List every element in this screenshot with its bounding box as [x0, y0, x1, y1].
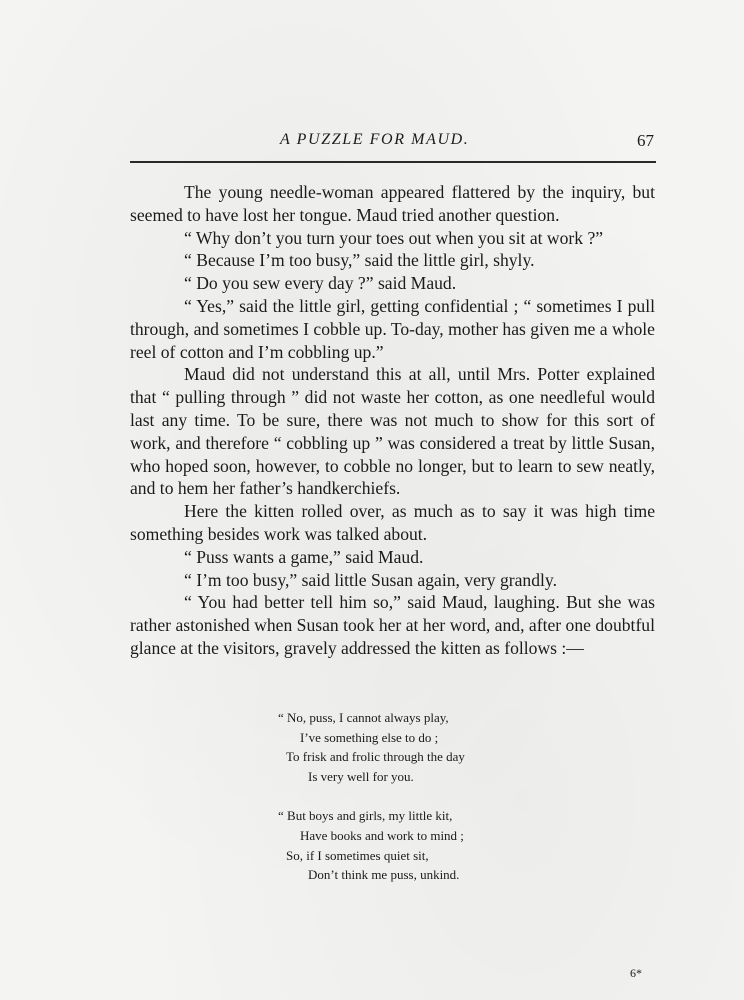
paragraph: Here the kitten rolled over, as much as to say it was high time something besides work was talked about. [130, 501, 655, 544]
poem-line: Don’t think me puss, unkind. [308, 867, 460, 883]
poem-stanza [270, 708, 570, 786]
body-text [130, 181, 655, 660]
signature-mark: 6* [630, 966, 642, 980]
paragraph: “ Why don’t you turn your toes out when you sit at work ?” [184, 227, 604, 248]
paragraph: “ Yes,” said the little girl, getting confidential ; “ sometimes I pull through, and sometimes I cobble up. To-day, mother has given me a whole reel of cotton and I’m cobbling up.” [130, 295, 655, 362]
running-title: A PUZZLE FOR MAUD. [280, 131, 470, 148]
poem-line: “ No, puss, I cannot always play, [278, 710, 449, 725]
poem-line: So, if I sometimes quiet sit, [286, 847, 429, 863]
paragraph: “ Do you sew every day ?” said Maud. [184, 273, 457, 294]
poem-line: Have books and work to mind ; [300, 827, 464, 843]
page-number: 67 [637, 131, 654, 150]
paragraph: “ You had better tell him so,” said Maud, laughing. But she was rather astonished when Susan took her at her word, and, after one doubtful glance at the visitors, gravely addressed the kitten as follows :— [130, 592, 655, 658]
paragraph: The young needle-woman appeared flattered by the inquiry, but seemed to have lost her tongue. Maud tried another question. [130, 182, 655, 225]
paragraph: “ I’m too busy,” said little Susan again, very grandly. [184, 569, 557, 590]
page-header [130, 128, 658, 158]
poem-line: To frisk and frolic through the day [286, 749, 465, 765]
poem [270, 708, 570, 905]
paragraph: “ Because I’m too busy,” said the little girl, shyly. [184, 250, 535, 271]
header-rule [130, 161, 656, 163]
paragraph: “ Puss wants a game,” said Maud. [184, 546, 424, 567]
poem-line: I’ve something else to do ; [300, 729, 439, 745]
poem-line: Is very well for you. [308, 768, 414, 784]
paragraph: Maud did not understand this at all, until Mrs. Potter explained that “ pulling through ” did not waste her cotton, as one needleful would last any time. To be sure, there was not much to show for this sort of work, and therefore “ cobbling up ” was considered a treat by little Susan, who hoped soon, however, to cobble no longer, but to learn to sew neatly, and to hem her father’s handkerchiefs. [130, 364, 655, 499]
poem-line: “ But boys and girls, my little kit, [278, 808, 453, 824]
poem-stanza [270, 806, 570, 884]
